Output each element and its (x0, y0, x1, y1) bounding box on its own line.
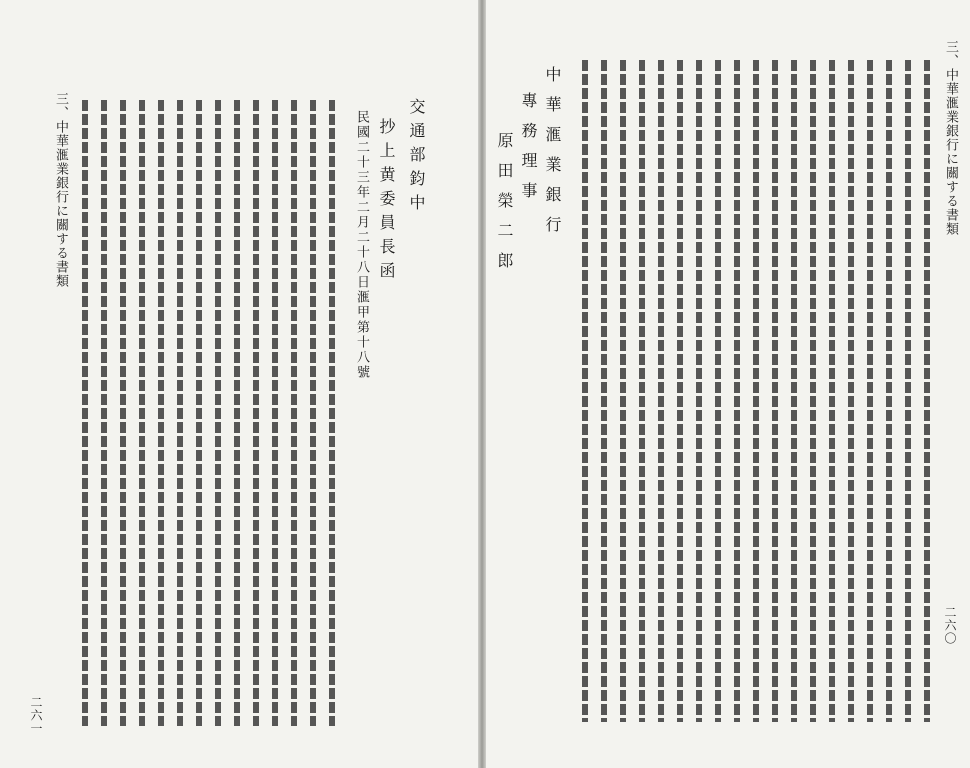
text-column (139, 100, 145, 726)
text-column (253, 100, 259, 726)
text-column (772, 60, 778, 722)
page-number-left: 二六一 (29, 696, 43, 735)
text-column (791, 60, 797, 722)
sender-title: 專務理事 (519, 92, 538, 212)
left-page (0, 0, 478, 768)
text-column (158, 100, 164, 726)
right-page (486, 0, 970, 768)
text-column (715, 60, 721, 722)
text-column (734, 60, 740, 722)
text-column (848, 60, 854, 722)
text-column (272, 100, 278, 726)
text-column (924, 60, 930, 722)
text-column (310, 100, 316, 726)
text-column (101, 100, 107, 726)
text-column (696, 60, 702, 722)
text-column (601, 60, 607, 722)
letter-title: 抄上黄委員長函 (377, 118, 396, 286)
sender-bank: 中華滙業銀行 (543, 66, 562, 246)
text-column (329, 100, 335, 726)
text-column (867, 60, 873, 722)
text-column (886, 60, 892, 722)
text-column (829, 60, 835, 722)
sender-name: 原田榮二郎 (495, 132, 514, 282)
text-column (120, 100, 126, 726)
text-column (234, 100, 240, 726)
running-header-right: 三、中華滙業銀行に關する書類 (943, 40, 958, 236)
text-column (658, 60, 664, 722)
text-column (620, 60, 626, 722)
letter-address: 交通部鈞中 (407, 98, 426, 218)
book-gutter (478, 0, 486, 768)
text-column (291, 100, 297, 726)
running-header-left: 三、中華滙業銀行に關する書類 (53, 92, 68, 288)
text-column (639, 60, 645, 722)
text-column (677, 60, 683, 722)
text-column (753, 60, 759, 722)
text-column (82, 100, 88, 726)
text-column (177, 100, 183, 726)
text-column (905, 60, 911, 722)
text-column (582, 60, 588, 722)
text-column (810, 60, 816, 722)
letter-date: 民國二十三年二月二十八日滙甲第十八號 (354, 110, 369, 380)
text-column (196, 100, 202, 726)
page-number-right: 二六〇 (943, 606, 957, 645)
text-column (215, 100, 221, 726)
